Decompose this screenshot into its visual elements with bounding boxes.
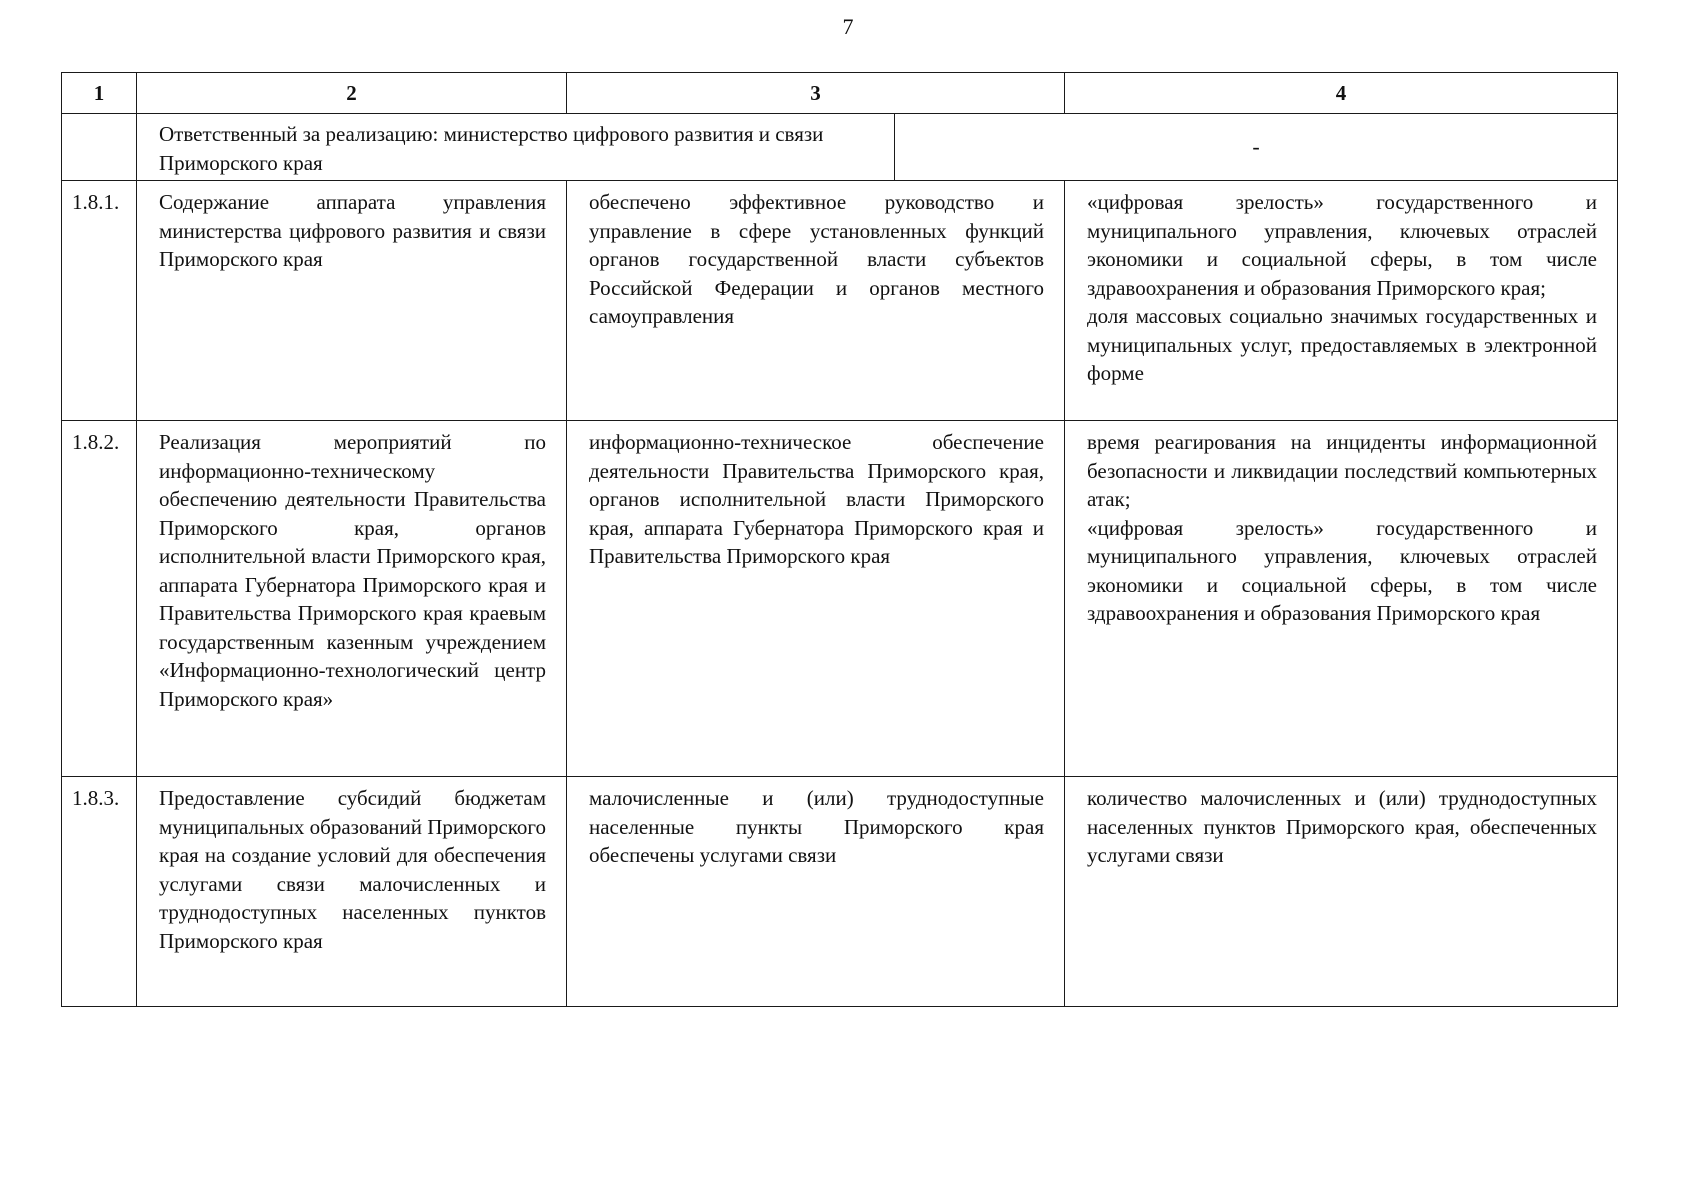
- indicators-cell: [1065, 421, 1618, 777]
- page-number: 7: [842, 14, 854, 39]
- activity-name: Предоставление субсидий бюджетам муниципальных образований Приморского края на создание условий для обеспечения услугами связи малочисленных и труднодоступных населенных пунктов Приморского края: [137, 777, 567, 1007]
- activity-name: Реализация мероприятий по информационно-техническому обеспечению деятельности Правительства Приморского края, органов исполнительной власти Приморского края, аппарата Губернатора Приморского края и Правительства Приморского края краевым государственным казенным учреждением «Информационно-технологический центр Приморского края»: [137, 421, 567, 777]
- indicator-text: доля массовых социально значимых государственных и муниципальных услуг, предоставляемых в электронной форме: [1087, 304, 1597, 385]
- indicator-text: «цифровая зрелость» государственного и муниципального управления, ключевых отраслей экономики и социальной сферы, в том числе здравоохранения и образования Приморского края;: [1087, 190, 1597, 300]
- column-header-3: 3: [567, 73, 1065, 114]
- activities-table: [61, 72, 1618, 1007]
- indicator-text: время реагирования на инциденты информационной безопасности и ликвидации последствий компьютерных атак;: [1087, 430, 1597, 511]
- column-header-4: 4: [1065, 73, 1618, 114]
- activity-name: Содержание аппарата управления министерства цифрового развития и связи Приморского края: [137, 181, 567, 421]
- row-number: 1.8.1.: [62, 181, 137, 421]
- expected-result: обеспечено эффективное руководство и управление в сфере установленных функций органов государственной власти субъектов Российской Федерации и органов местного самоуправления: [567, 181, 1065, 421]
- table-header-row: [62, 73, 1618, 114]
- expected-result: информационно-техническое обеспечение деятельности Правительства Приморского края, органов исполнительной власти Приморского края, аппарата Губернатора Приморского края и Правительства Приморского края: [567, 421, 1065, 777]
- responsible-value: -: [1252, 133, 1260, 159]
- column-header-2: 2: [137, 73, 567, 114]
- table-row: [62, 181, 1618, 421]
- row-number: 1.8.3.: [62, 777, 137, 1007]
- table-row: [62, 421, 1618, 777]
- responsible-empty-cell: [62, 114, 137, 181]
- responsible-cell: [137, 114, 1618, 181]
- responsible-row: [62, 114, 1618, 181]
- row-number: 1.8.2.: [62, 421, 137, 777]
- responsible-text: Ответственный за реализацию: министерство цифрового развития и связи Приморского края: [137, 114, 895, 180]
- table-row: [62, 777, 1618, 1007]
- column-header-1: 1: [62, 73, 137, 114]
- indicators-cell: [1065, 181, 1618, 421]
- expected-result: малочисленные и (или) труднодоступные населенные пункты Приморского края обеспечены услугами связи: [567, 777, 1065, 1007]
- indicators-cell: [1065, 777, 1618, 1007]
- indicator-text: количество малочисленных и (или) труднодоступных населенных пунктов Приморского края, обеспеченных услугами связи: [1087, 786, 1597, 867]
- indicator-text: «цифровая зрелость» государственного и муниципального управления, ключевых отраслей экономики и социальной сферы, в том числе здравоохранения и образования Приморского края: [1087, 515, 1597, 625]
